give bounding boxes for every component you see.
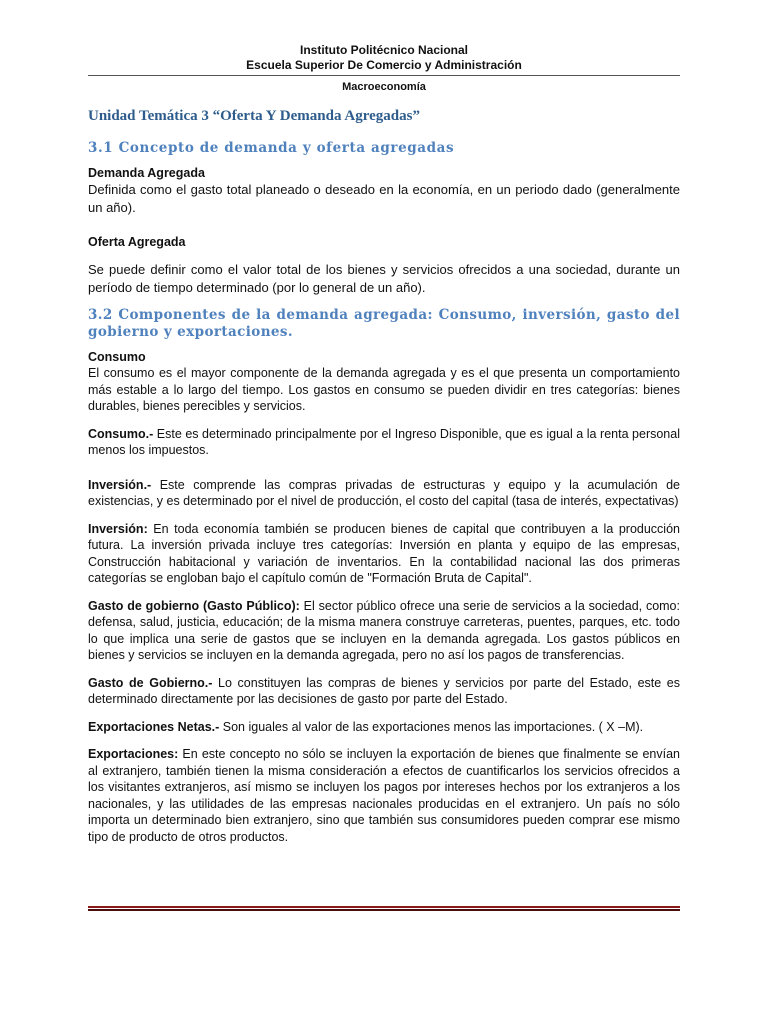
consumo-label: Consumo — [88, 350, 146, 364]
unit-title: Unidad Temática 3 “Oferta Y Demanda Agregadas” — [88, 108, 420, 124]
inversion-definition-paragraph — [88, 477, 680, 510]
oferta-agregada-label: Oferta Agregada — [88, 235, 186, 249]
inversion-definition-label: Inversión.- — [88, 477, 152, 492]
section-heading-3-2: 3.2 Componentes de la demanda agregada: Consumo, inversión, gasto del gobierno y exportaciones. — [88, 307, 680, 340]
inversion-detail-paragraph — [88, 521, 680, 587]
institution-name: Instituto Politécnico Nacional — [299, 43, 469, 57]
document-body — [88, 106, 680, 845]
demanda-agregada-text: Definida como el gasto total planeado o deseado en la economía, en un periodo dado (generalmente un año). — [88, 182, 680, 215]
consumo-definition-label: Consumo.- — [88, 426, 154, 441]
gasto-publico-label: Gasto de gobierno (Gasto Público): — [88, 598, 300, 613]
gasto-gobierno-paragraph — [88, 675, 680, 708]
exportaciones-paragraph — [88, 746, 680, 845]
exportaciones-netas-label: Exportaciones Netas.- — [88, 719, 220, 734]
exportaciones-netas-paragraph — [88, 719, 680, 736]
footer-rule-line-bottom — [88, 909, 680, 911]
gasto-publico-paragraph — [88, 598, 680, 664]
inversion-detail-text: En toda economía también se producen bienes de capital que contribuyen a la producción futura. La inversión privada incluye tres categorías: Inversión en planta y equipo de las empresas, Construcción habitacional y variación de inventarios. En la contabilidad nacional las dos primeras categorías se engloban bajo el capítulo común de "Formación Bruta de Capital". — [88, 521, 680, 585]
inversion-detail-label: Inversión: — [88, 521, 148, 536]
consumo-text: El consumo es el mayor componente de la demanda agregada y es el que presenta un comportamiento más estable a lo largo del tiempo. Los gastos en consumo se pueden dividir en tres categorías: bienes durables, bienes perecibles y servicios. — [88, 366, 680, 413]
exportaciones-netas-text: Son iguales al valor de las exportaciones menos las importaciones. ( X –M). — [219, 719, 644, 734]
oferta-agregada-text: Se puede definir como el valor total de los bienes y servicios ofrecidos a una sociedad, durante un período de tiempo determinado (por lo general de un año). — [88, 262, 680, 295]
document-page — [88, 0, 680, 1024]
exportaciones-text: En este concepto no sólo se incluyen la exportación de bienes que finalmente se envían al extranjero, también tienen la misma consideración a efectos de cuantificarlos los servicios ofrecidos a los visitantes extranjeros, así mismo se incluyen los pagos por intereses hechos por los extranjeros a los nacionales, y las utilidades de las empresas nacionales producidas en el extranjero. Un país no sólo importa un determinado bien extranjero, sino que también sus consumidores pueden comprar ese mismo tipo de producto de otros productos. — [88, 747, 680, 844]
subject-name: Macroeconomía — [342, 81, 426, 93]
gasto-gobierno-text: Lo constituyen las compras de bienes y servicios por parte del Estado, este es determinado directamente por las decisiones de gasto por parte del Estado. — [88, 675, 680, 706]
inversion-definition-text: Este comprende las compras privadas de estructuras y equipo y la acumulación de existencias, y es determinado por el nivel de producción, el costo del capital (tasa de interés, expectativas) — [88, 477, 680, 508]
footer-rule — [88, 906, 680, 911]
consumo-definition-paragraph — [88, 426, 680, 459]
consumo-definition-text: Este es determinado principalmente por el Ingreso Disponible, que es igual a la renta personal menos los impuestos. — [88, 426, 680, 457]
gasto-publico-text: El sector público ofrece una serie de servicios a la sociedad, como: defensa, salud, justicia, educación; de la misma manera construye carreteras, puentes, parques, etc. todo lo que implica una serie de gastos que se incluyen en la demanda agregada. Los gastos públicos en bienes y servicios se incluyen en la demanda agregada, pero no así los pagos de transferencias. — [88, 598, 680, 662]
school-name: Escuela Superior De Comercio y Administración — [246, 58, 522, 72]
section-heading-3-1: 3.1 Concepto de demanda y oferta agregadas — [88, 140, 455, 156]
exportaciones-label: Exportaciones: — [88, 747, 179, 761]
header-rule — [88, 75, 680, 76]
footer-rule-line-top — [88, 906, 680, 908]
demanda-agregada-label: Demanda Agregada — [88, 166, 205, 180]
gasto-gobierno-label: Gasto de Gobierno.- — [88, 675, 213, 690]
